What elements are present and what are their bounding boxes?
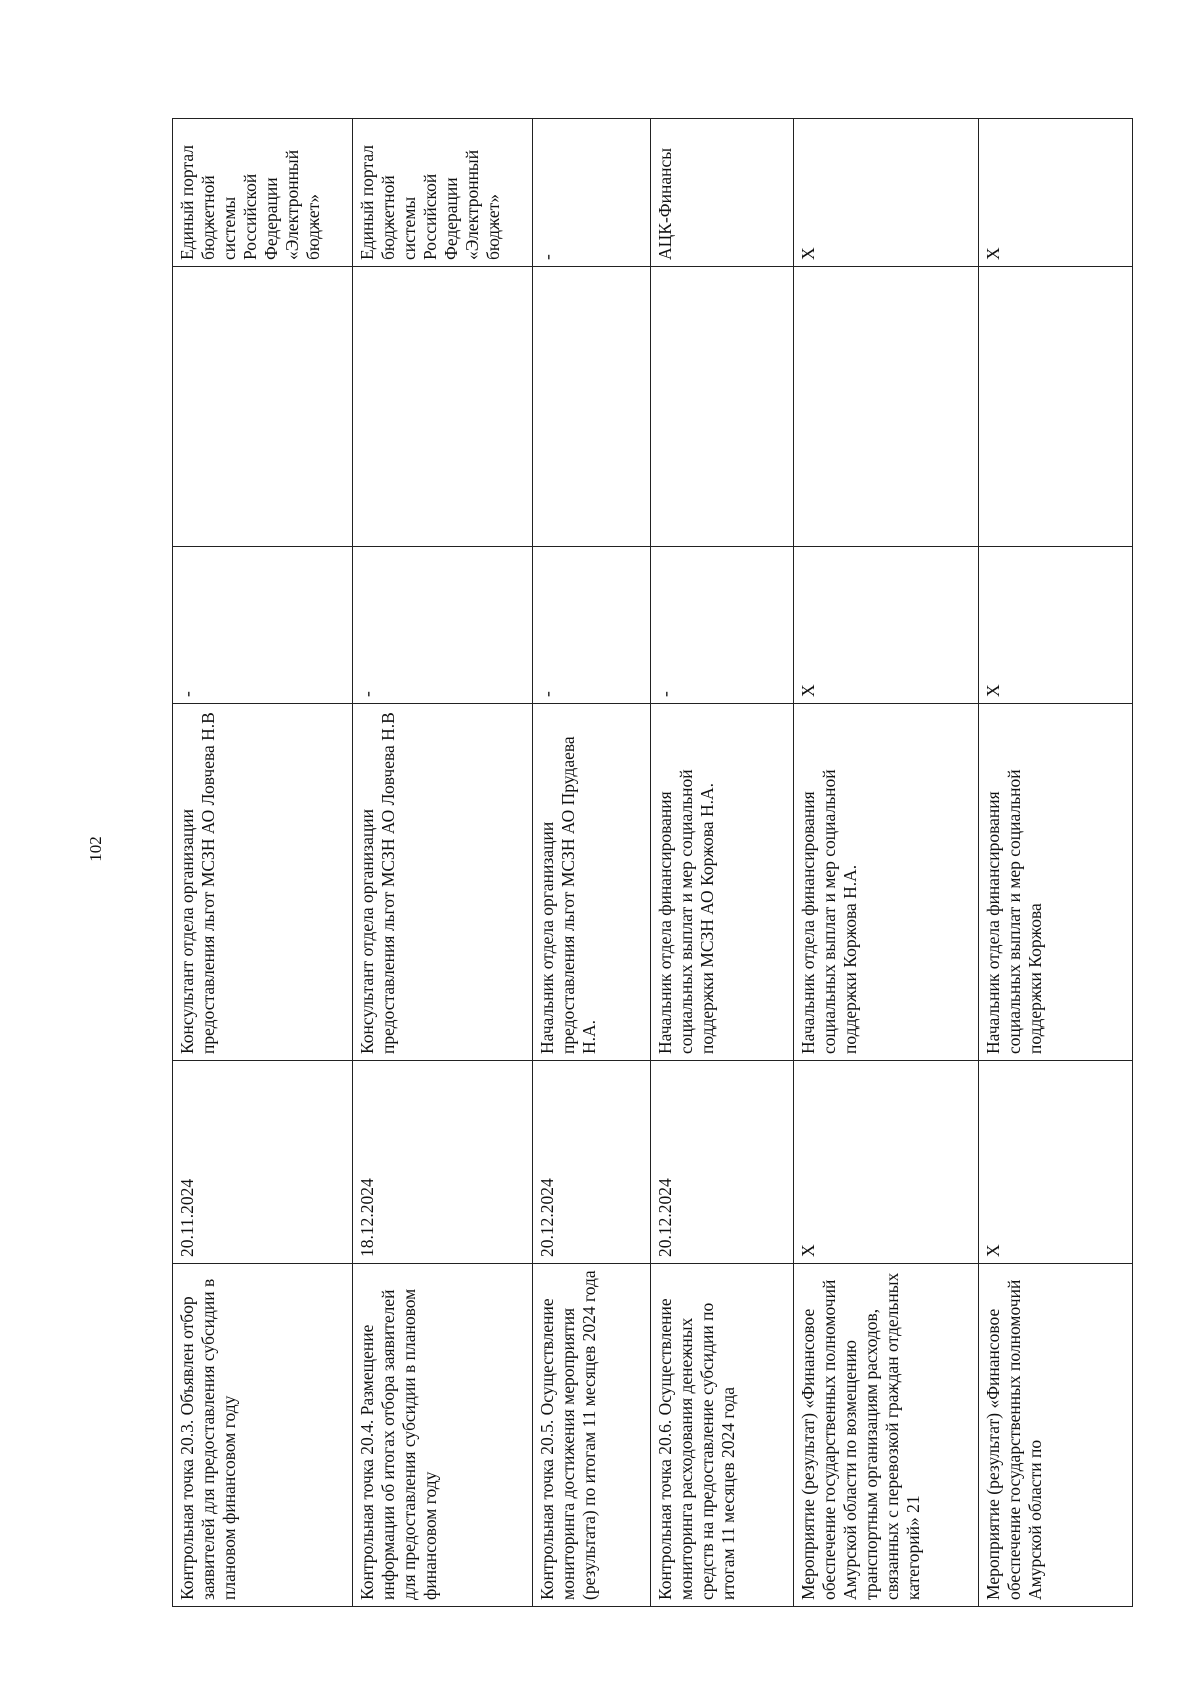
date-cell: 20.11.2024 — [173, 1061, 353, 1264]
col4-cell: - — [173, 547, 353, 704]
date-cell: X — [794, 1061, 979, 1264]
col5-cell — [353, 267, 533, 547]
table-row — [353, 119, 533, 1607]
responsible-cell: Консультант отдела организации предоставления льгот МСЗН АО Ловчева Н.В — [353, 704, 533, 1061]
responsible-cell: Начальник отдела организации предоставления льгот МСЗН АО Прудаева Н.А. — [533, 704, 651, 1061]
col5-cell — [794, 267, 979, 547]
table-row — [794, 119, 979, 1607]
system-cell: Единый портал бюджетной системы Российской Федерации «Электронный бюджет» — [173, 119, 353, 267]
event-cell: Мероприятие (результат) «Финансовое обеспечение государственных полномочий Амурской области по — [979, 1264, 1133, 1607]
system-cell: X — [979, 119, 1133, 267]
event-cell: Мероприятие (результат) «Финансовое обеспечение государственных полномочий Амурской области по возмещению транспортным организациям расходов, связанных с перевозкой граждан отдельных категорий» 21 — [794, 1264, 979, 1607]
system-cell: X — [794, 119, 979, 267]
col5-cell — [533, 267, 651, 547]
responsible-cell: Начальник отдела финансирования социальных выплат и мер социальной поддержки Коржова Н.А. — [794, 704, 979, 1061]
event-cell: Контрольная точка 20.6. Осуществление мониторинга расходования денежных средств на предоставление субсидии по итогам 11 месяцев 2024 года — [651, 1264, 794, 1607]
date-cell: 20.12.2024 — [651, 1061, 794, 1264]
responsible-cell: Начальник отдела финансирования социальных выплат и мер социальной поддержки МСЗН АО Коржова Н.А. — [651, 704, 794, 1061]
date-cell: X — [979, 1061, 1133, 1264]
responsible-cell: Начальник отдела финансирования социальных выплат и мер социальной поддержки Коржова — [979, 704, 1133, 1061]
system-cell: - — [533, 119, 651, 267]
system-cell: Единый портал бюджетной системы Российской Федерации «Электронный бюджет» — [353, 119, 533, 267]
event-cell: Контрольная точка 20.4. Размещение информации об итогах отбора заявителей для предоставления субсидии в плановом финансовом году — [353, 1264, 533, 1607]
responsible-cell: Консультант отдела организации предоставления льгот МСЗН АО Ловчева Н.В — [173, 704, 353, 1061]
col5-cell — [173, 267, 353, 547]
col4-cell: - — [353, 547, 533, 704]
plan-table — [172, 118, 1133, 1607]
page-number: 102 — [86, 836, 105, 862]
col5-cell — [979, 267, 1133, 547]
event-cell: Контрольная точка 20.5. Осуществление мониторинга достижения мероприятия (результата) по итогам 11 месяцев 2024 года — [533, 1264, 651, 1607]
col5-cell — [651, 267, 794, 547]
col4-cell: - — [533, 547, 651, 704]
table-row — [533, 119, 651, 1607]
date-cell: 18.12.2024 — [353, 1061, 533, 1264]
date-cell: 20.12.2024 — [533, 1061, 651, 1264]
col4-cell: X — [979, 547, 1133, 704]
system-cell: АЦК-Финансы — [651, 119, 794, 267]
col4-cell: - — [651, 547, 794, 704]
col4-cell: X — [794, 547, 979, 704]
table-row — [173, 119, 353, 1607]
rotated-table-wrapper — [172, 119, 1132, 1607]
table-row — [651, 119, 794, 1607]
table-row — [979, 119, 1133, 1607]
event-cell: Контрольная точка 20.3. Объявлен отбор заявителей для предоставления субсидии в плановом финансовом году — [173, 1264, 353, 1607]
